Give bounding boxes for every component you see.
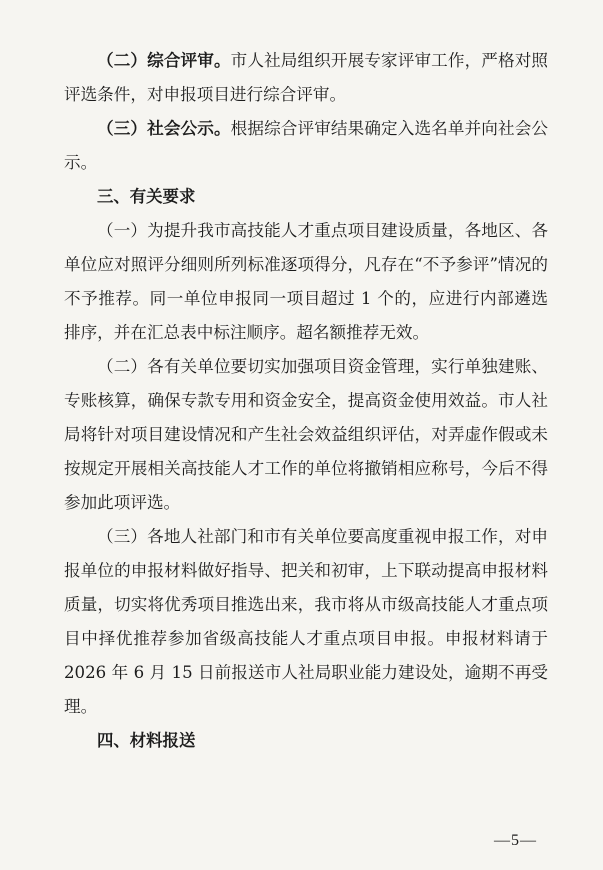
paragraph-comprehensive-review bbox=[64, 44, 548, 112]
paragraph-lead: （三）社会公示。 bbox=[97, 119, 231, 138]
paragraph-lead: （二）综合评审。 bbox=[97, 51, 231, 70]
paragraph-text: 市人社局组织开展专家评审工作，严格对照评选条件，对申报项目进行综合评审。 bbox=[64, 51, 549, 104]
section-heading-requirements: 三、有关要求 bbox=[97, 187, 196, 206]
requirement-item-1: （一）为提升我市高技能人才重点项目建设质量，各地区、各单位应对照评分细则所列标准逐项得分，凡存在“不予参评”情况的不予推荐。同一单位申报同一项目超过 1 个的，应进行内部遴选排序，并在汇总表中标注顺序。超名额推荐无效。 bbox=[64, 221, 548, 342]
paragraph-public-notice bbox=[64, 112, 548, 180]
page-number: —5— bbox=[494, 832, 537, 849]
section-heading-material-submission: 四、材料报送 bbox=[97, 731, 196, 750]
requirement-item-3: （三）各地人社部门和市有关单位要高度重视申报工作，对申报单位的申报材料做好指导、把关和初审，上下联动提高申报材料质量，切实将优秀项目推选出来，我市将从市级高技能人才重点项目中择优推荐参加省级高技能人才重点项目申报。申报材料请于 2026 年 6 月 15 日前报送市人社局职业能力建设处，逾期不再受理。 bbox=[64, 527, 548, 716]
requirement-item-2: （二）各有关单位要切实加强项目资金管理，实行单独建账、专账核算，确保专款专用和资金安全，提高资金使用效益。市人社局将针对项目建设情况和产生社会效益组织评估，对弄虚作假或未按规定开展相关高技能人才工作的单位将撤销相应称号，今后不得参加此项评选。 bbox=[64, 357, 548, 512]
document-body bbox=[64, 44, 548, 758]
paragraph-text: 根据综合评审结果确定入选名单并向社会公示。 bbox=[64, 119, 549, 172]
